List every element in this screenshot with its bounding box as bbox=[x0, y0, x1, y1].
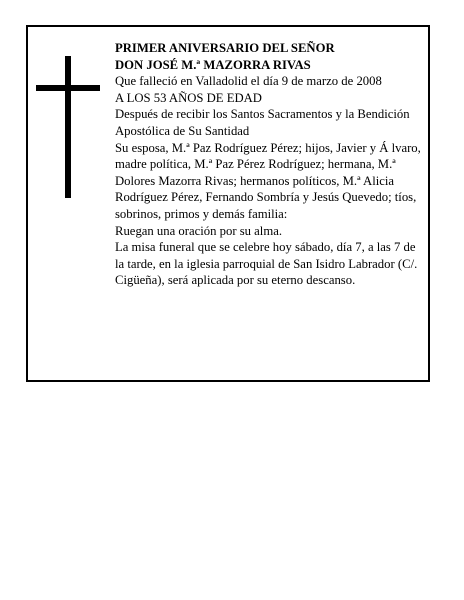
mass-info: La misa funeral que se celebre hoy sábado, día 7, a las 7 de la tarde, en la iglesia parroquial de San Isidro Labrador (C/. Cigüeña), será aplicada por su eterno descanso. bbox=[115, 240, 418, 288]
death-info: Que falleció en Valladolid el día 9 de marzo de 2008 bbox=[115, 74, 382, 89]
notice-title-line-1: PRIMER ANIVERSARIO DEL SEÑOR bbox=[115, 41, 335, 55]
cross-horizontal-bar bbox=[36, 85, 100, 91]
cross-icon bbox=[36, 56, 100, 198]
sacraments-text: Después de recibir los Santos Sacramentos y la Bendición Apostólica de Su Santidad bbox=[115, 107, 410, 138]
prayer-request: Ruegan una oración por su alma. bbox=[115, 223, 283, 238]
obituary-notice bbox=[26, 25, 430, 382]
notice-title-line-2: DON JOSÉ M.ª MAZORRA RIVAS bbox=[115, 57, 311, 72]
notice-body bbox=[115, 40, 423, 289]
age-at-death: A LOS 53 AÑOS DE EDAD bbox=[115, 90, 262, 105]
cross-vertical-bar bbox=[65, 56, 71, 198]
family-list: Su esposa, M.ª Paz Rodríguez Pérez; hijos, Javier y Á lvaro, madre política, M.ª Paz Pérez Rodríguez; hermana, M.ª Dolores Mazorra Rivas; hermanos políticos, M.ª Alicia Rodríguez Pérez, Fernando Sombría y Jesús Quevedo; tíos, sobrinos, primos y demás familia: bbox=[115, 140, 421, 221]
